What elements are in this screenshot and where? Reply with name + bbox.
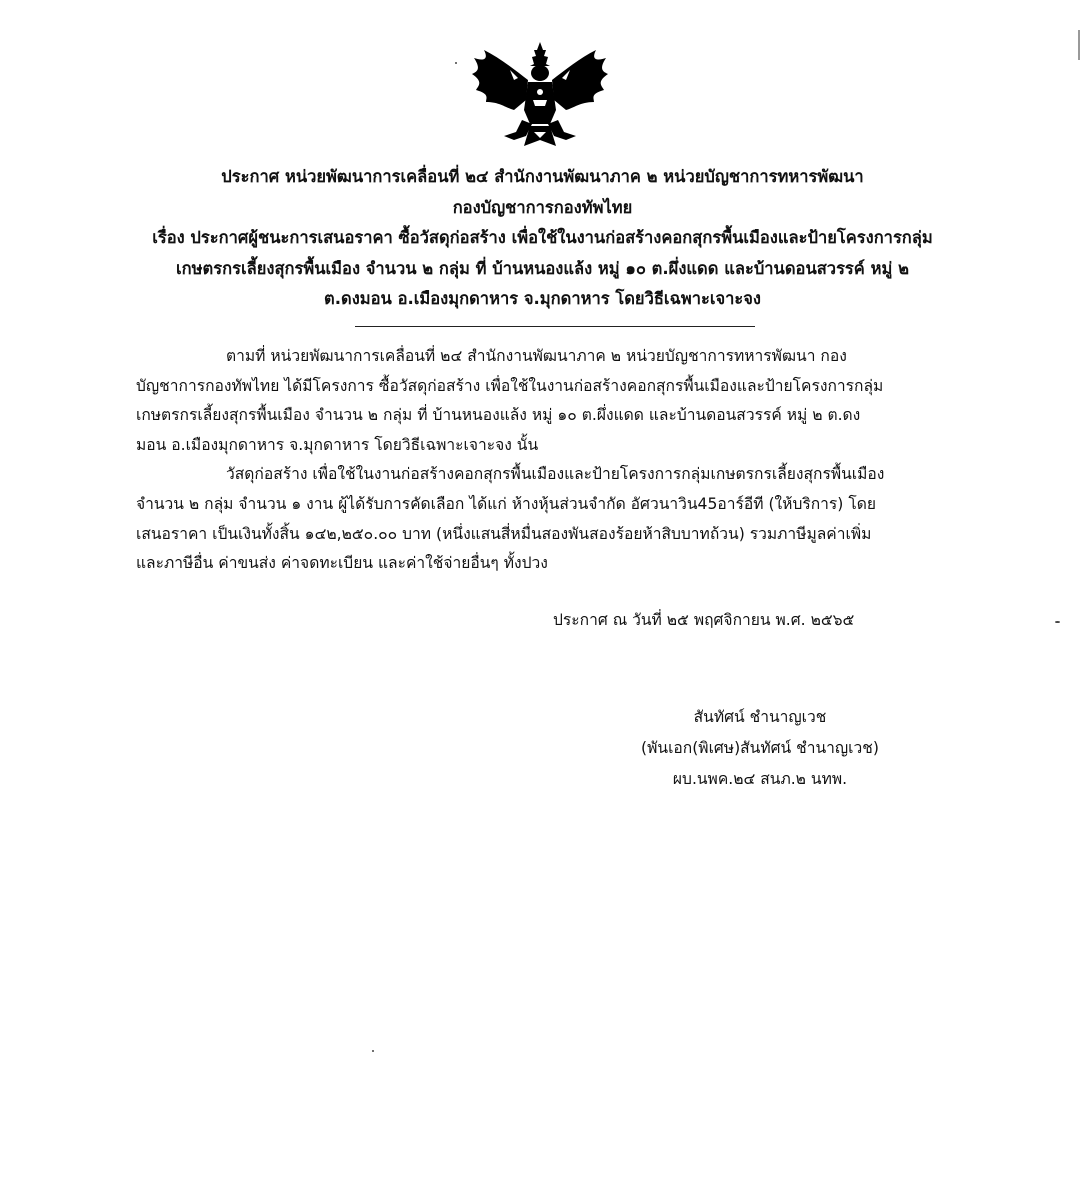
announcement-title [100, 162, 985, 315]
paragraph-1-line-2: บัญชาการกองทัพไทย ได้มีโครงการ ซื้อวัสดุก่อสร้าง เพื่อใช้ในงานก่อสร้างคอกสุกรพื้นเมืองและป้ายโครงการกลุ่ม [136, 376, 884, 395]
paragraph-1-line-1: ตามที่ หน่วยพัฒนาการเคลื่อนที่ ๒๔ สำนักงานพัฒนาภาค ๒ หน่วยบัญชาการทหารพัฒนา กอง [226, 347, 847, 365]
scan-speck [1078, 30, 1080, 60]
paragraph-2-line-1: วัสดุก่อสร้าง เพื่อใช้ในงานก่อสร้างคอกสุกรพื้นเมืองและป้ายโครงการกลุ่มเกษตรกรเลี้ยงสุกรพื้นเมือง [226, 465, 885, 484]
scan-speck [1055, 621, 1060, 623]
title-line-1: ประกาศ หน่วยพัฒนาการเคลื่อนที่ ๒๔ สำนักงานพัฒนาภาค ๒ หน่วยบัญชาการทหารพัฒนา [221, 167, 864, 186]
subject-line-2: เกษตรกรเลี้ยงสุกรพื้นเมือง จำนวน ๒ กลุ่ม ที่ บ้านหนองแล้ง หมู่ ๑๐ ต.ผึ่งแดด และบ้านดอนสวรรค์ หมู่ ๒ [176, 258, 909, 278]
signer-full-name: (พันเอก(พิเศษ)สันทัศน์ ชำนาญเวช) [641, 739, 879, 757]
garuda-emblem-icon [470, 40, 610, 152]
paragraph-1-line-4: มอน อ.เมืองมุกดาหาร จ.มุกดาหาร โดยวิธีเฉพาะเจาะจง นั้น [136, 435, 539, 454]
scan-speck [372, 1050, 374, 1052]
title-divider [355, 326, 755, 327]
signature-name: สันทัศน์ ชำนาญเวช [693, 708, 827, 726]
subject-line-1: เรื่อง ประกาศผู้ชนะการเสนอราคา ซื้อวัสดุก่อสร้าง เพื่อใช้ในงานก่อสร้างคอกสุกรพื้นเมืองและป้ายโครงการกลุ่ม [152, 228, 933, 247]
paragraph-2-line-4: และภาษีอื่น ค่าขนส่ง ค่าจดทะเบียน และค่าใช้จ่ายอื่นๆ ทั้งปวง [136, 554, 548, 573]
scan-speck [455, 62, 457, 64]
paragraph-1-line-3: เกษตรกรเลี้ยงสุกรพื้นเมือง จำนวน ๒ กลุ่ม ที่ บ้านหนองแล้ง หมู่ ๑๐ ต.ผึ่งแดด และบ้านดอนสวรรค์ หมู่ ๒ ต.ดง [136, 406, 861, 425]
title-line-2: กองบัญชาการกองทัพไทย [452, 197, 633, 217]
signature-block [610, 702, 910, 795]
paragraph-2-line-3: เสนอราคา เป็นเงินทั้งสิ้น ๑๔๒,๒๕๐.๐๐ บาท (หนึ่งแสนสี่หมื่นสองพันสองร้อยห้าสิบบาทถ้วน) รวมภาษีมูลค่าเพิ่ม [136, 524, 872, 543]
announcement-body [136, 342, 956, 579]
subject-line-3: ต.ดงมอน อ.เมืองมุกดาหาร จ.มุกดาหาร โดยวิธีเฉพาะเจาะจง [324, 289, 761, 308]
signer-position: ผบ.นพค.๒๔ สนภ.๒ นทพ. [672, 770, 848, 788]
announcement-date: ประกาศ ณ วันที่ ๒๕ พฤศจิกายน พ.ศ. ๒๕๖๕ [553, 611, 855, 629]
paragraph-2-line-2: จำนวน ๒ กลุ่ม จำนวน ๑ งาน ผู้ได้รับการคัดเลือก ได้แก่ ห้างหุ้นส่วนจำกัด อัศวนาวิน45อาร์อีที (ให้บริการ) โดย [136, 494, 876, 513]
